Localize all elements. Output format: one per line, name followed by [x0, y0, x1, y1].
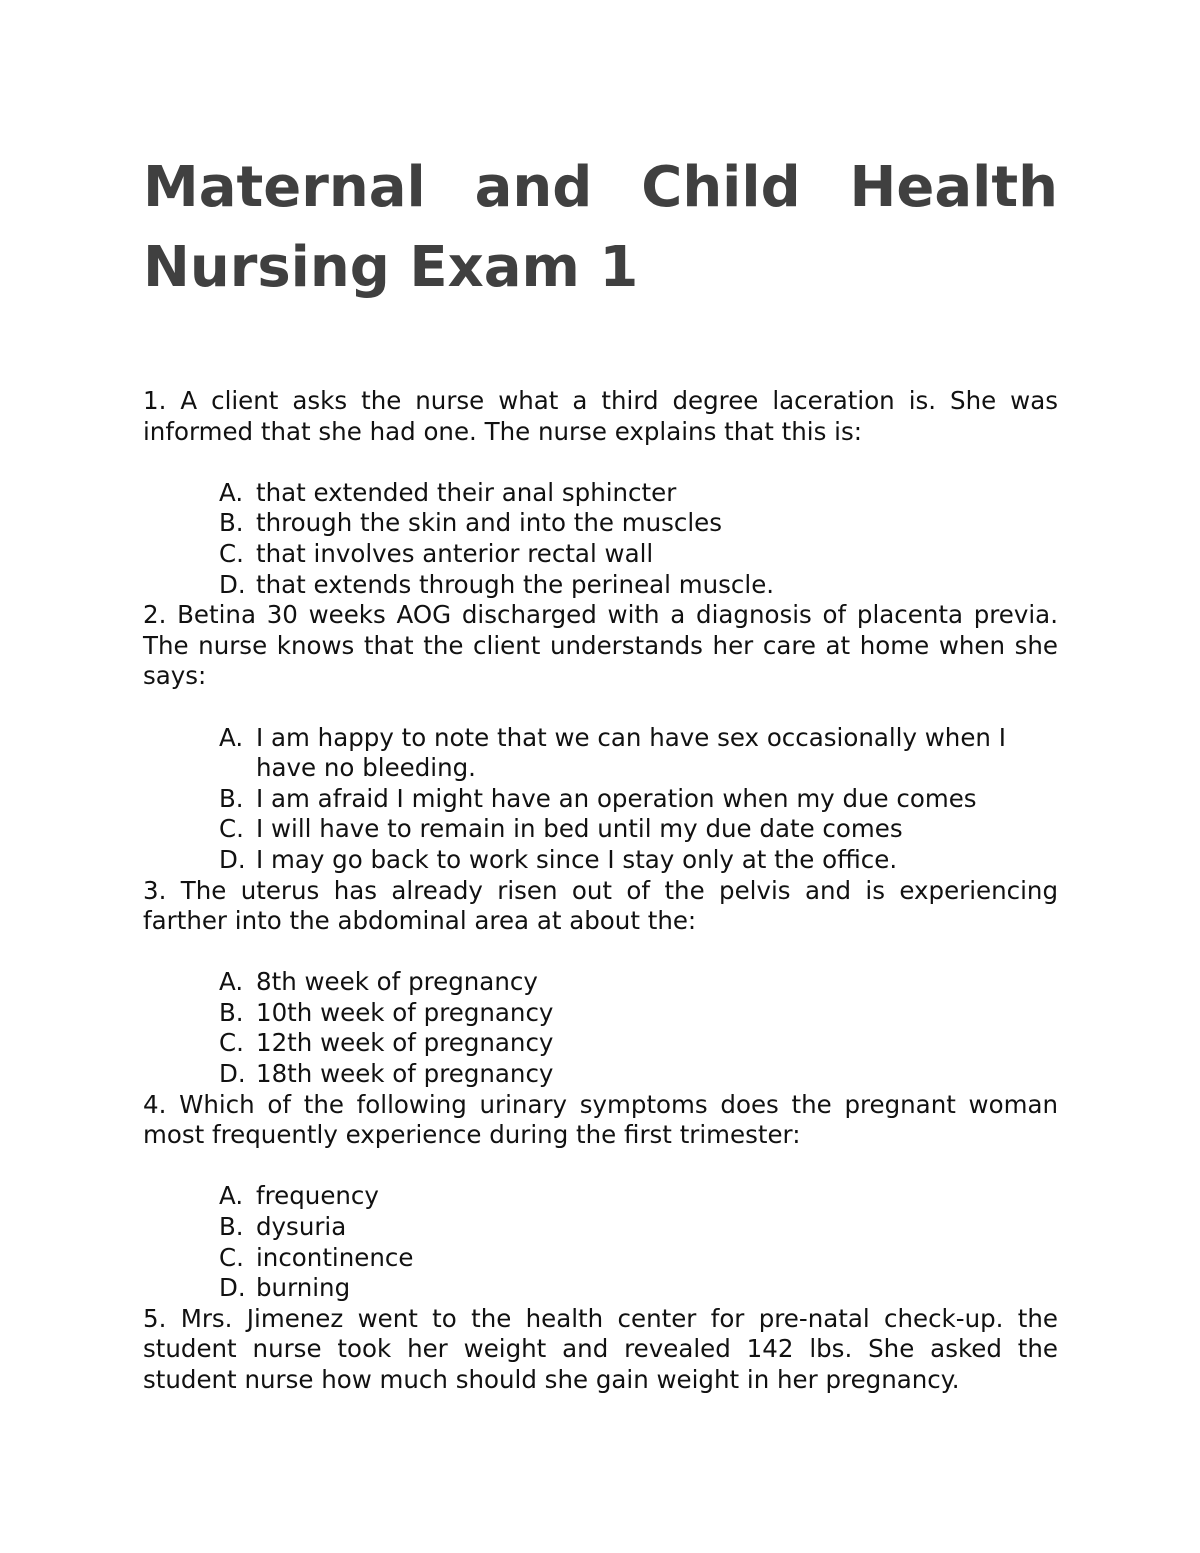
answer-option-a	[219, 478, 1058, 509]
option-text: that extended their anal sphincter	[256, 477, 677, 507]
answer-options	[143, 967, 1058, 1089]
answer-options	[143, 723, 1058, 876]
option-text: I am happy to note that we can have sex occasionally when I have no bleeding.	[256, 722, 1006, 783]
question-3	[143, 876, 1058, 1090]
answer-option-b	[219, 998, 1058, 1029]
answer-option-d	[219, 845, 1058, 876]
option-text: 18th week of pregnancy	[256, 1059, 554, 1089]
option-letter: A.	[219, 477, 244, 507]
option-text: that extends through the perineal muscle.	[256, 569, 775, 599]
answer-option-b	[219, 784, 1058, 815]
answer-option-a	[219, 723, 1058, 784]
question-text: 4. Which of the following urinary symptoms does the pregnant woman most frequently experience during the first trimester:	[143, 1089, 1058, 1150]
question-list	[143, 386, 1058, 1396]
option-letter: C.	[219, 538, 244, 568]
question-5	[143, 1304, 1058, 1396]
answer-option-c	[219, 1243, 1058, 1274]
question-1	[143, 386, 1058, 600]
option-letter: C.	[219, 1242, 244, 1272]
answer-option-d	[219, 570, 1058, 601]
option-text: I am afraid I might have an operation when my due comes	[256, 783, 977, 813]
option-text: burning	[256, 1273, 351, 1303]
answer-option-c	[219, 539, 1058, 570]
answer-option-a	[219, 967, 1058, 998]
question-2	[143, 600, 1058, 875]
answer-option-b	[219, 1212, 1058, 1243]
answer-option-d	[219, 1273, 1058, 1304]
answer-option-d	[219, 1059, 1058, 1090]
option-letter: D.	[219, 1059, 246, 1089]
document-title: Maternal and Child Health Nursing Exam 1	[143, 155, 1058, 300]
option-text: through the skin and into the muscles	[256, 508, 722, 538]
answer-options	[143, 478, 1058, 600]
option-text: 10th week of pregnancy	[256, 997, 554, 1027]
option-letter: B.	[219, 1212, 244, 1242]
option-letter: B.	[219, 508, 244, 538]
answer-option-c	[219, 1028, 1058, 1059]
option-letter: A.	[219, 1181, 244, 1211]
question-4	[143, 1090, 1058, 1304]
document-page	[143, 148, 1058, 1396]
option-text: 12th week of pregnancy	[256, 1028, 554, 1058]
option-letter: D.	[219, 569, 246, 599]
option-text: dysuria	[256, 1212, 347, 1242]
option-text: that involves anterior rectal wall	[256, 538, 654, 568]
answer-option-b	[219, 508, 1058, 539]
option-letter: C.	[219, 1028, 244, 1058]
option-text: frequency	[256, 1181, 379, 1211]
option-letter: C.	[219, 814, 244, 844]
option-text: 8th week of pregnancy	[256, 967, 538, 997]
option-text: I may go back to work since I stay only at the office.	[256, 844, 898, 874]
answer-options	[143, 1181, 1058, 1303]
option-letter: B.	[219, 997, 244, 1027]
option-letter: A.	[219, 722, 244, 752]
question-text: 3. The uterus has already risen out of the pelvis and is experiencing farther into the abdominal area at about the:	[143, 875, 1058, 936]
question-text: 2. Betina 30 weeks AOG discharged with a diagnosis of placenta previa. The nurse knows that the client understands her care at home when she says:	[143, 600, 1058, 691]
option-letter: A.	[219, 967, 244, 997]
question-text: 1. A client asks the nurse what a third degree laceration is. She was informed that she had one. The nurse explains that this is:	[143, 386, 1058, 446]
option-text: I will have to remain in bed until my due date comes	[256, 814, 903, 844]
question-text: 5. Mrs. Jimenez went to the health center for pre-natal check-up. the student nurse took her weight and revealed 142 lbs. She asked the student nurse how much should she gain weight in her pregnancy.	[143, 1303, 1058, 1394]
answer-option-c	[219, 814, 1058, 845]
option-letter: B.	[219, 783, 244, 813]
option-letter: D.	[219, 844, 246, 874]
option-letter: D.	[219, 1273, 246, 1303]
answer-option-a	[219, 1181, 1058, 1212]
option-text: incontinence	[256, 1242, 414, 1272]
